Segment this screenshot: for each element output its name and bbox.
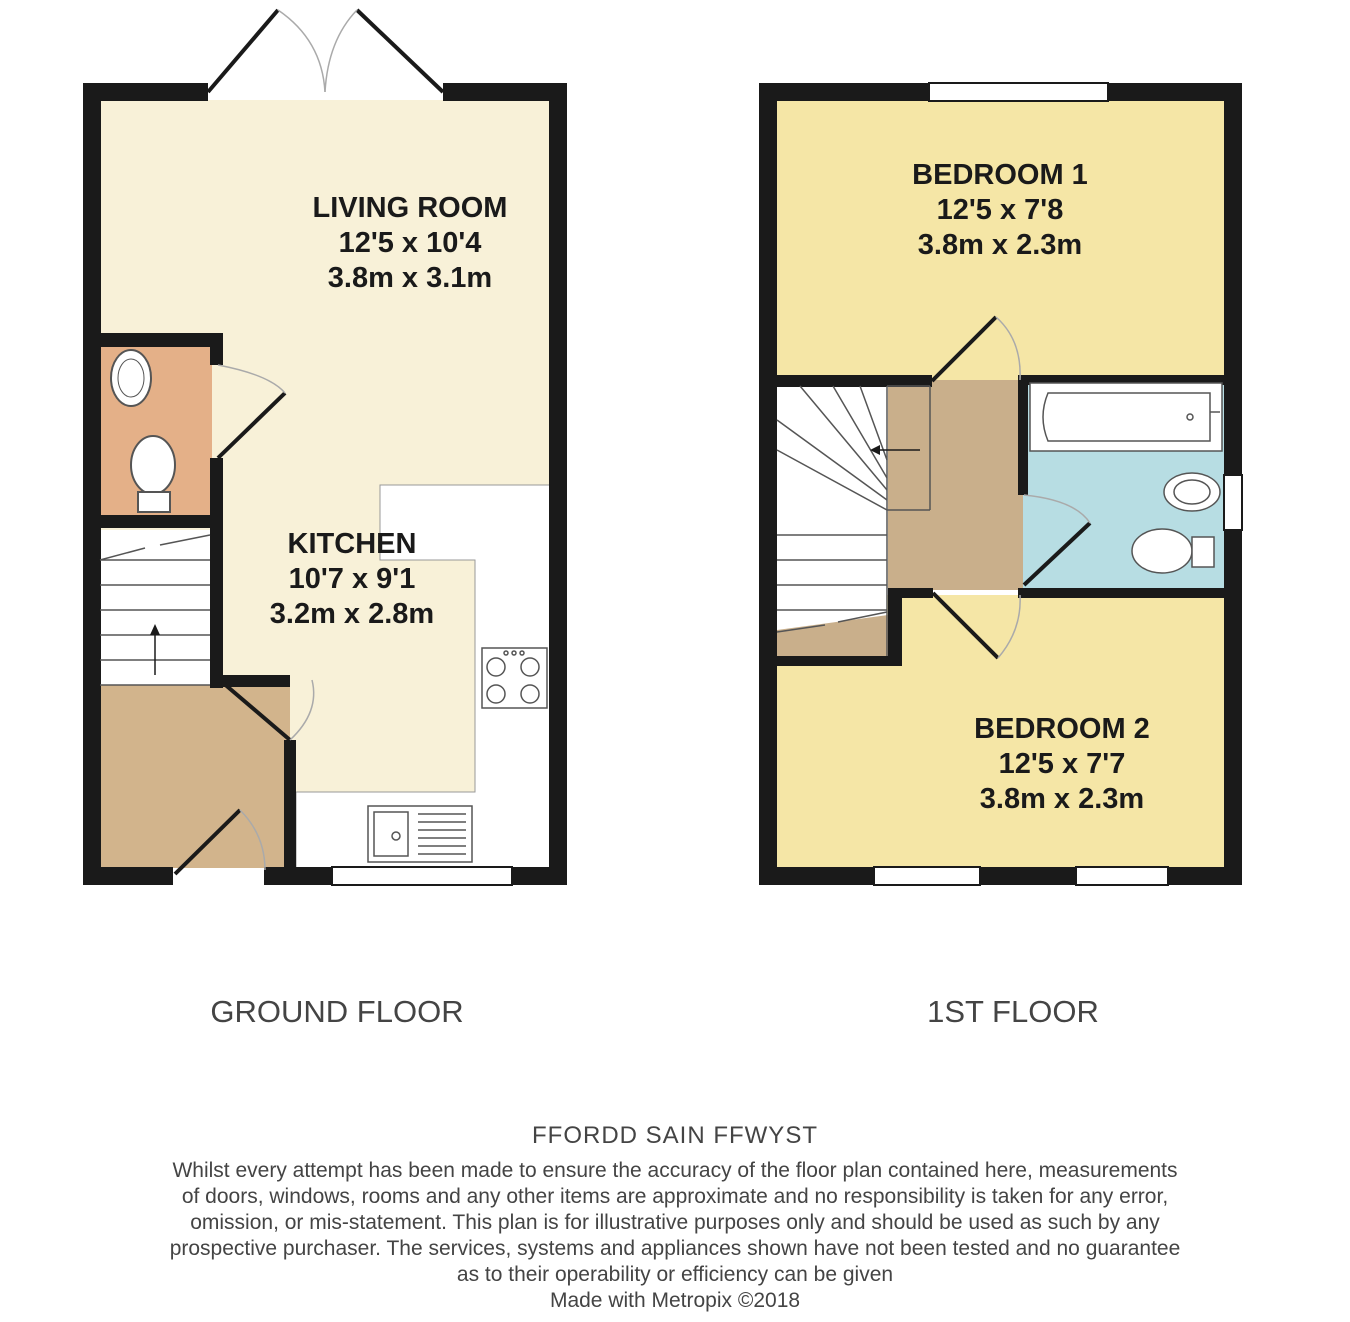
kitchen-metric: 3.2m x 2.8m [269, 598, 435, 630]
bedroom-1-window [929, 83, 1108, 101]
living-room-imperial: 12'5 x 10'4 [338, 227, 482, 259]
toilet [131, 436, 175, 512]
disclaimer-line: as to their operability or efficiency can be given [456, 1263, 894, 1286]
disclaimer-line: omission, or mis-statement. This plan is for illustrative purposes only and should be used as such by any [190, 1211, 1160, 1234]
french-doors [208, 10, 443, 92]
disclaimer-line: prospective purchaser. The services, systems and appliances shown have not been tested and no guarantee [169, 1237, 1181, 1260]
kitchen-imperial: 10'7 x 9'1 [288, 563, 416, 595]
kitchen-window [332, 867, 512, 885]
bath [1030, 383, 1222, 451]
disclaimer [0, 1158, 1350, 1314]
kitchen-sink [368, 806, 472, 862]
living-room-label [313, 192, 508, 294]
bedroom-1-label [912, 159, 1088, 261]
kitchen-name: KITCHEN [287, 528, 417, 560]
hall-floor [100, 685, 290, 868]
credit-line: Made with Metropix ©2018 [549, 1289, 801, 1312]
bedroom-1-imperial: 12'5 x 7'8 [936, 194, 1064, 226]
bathroom-basin [1164, 473, 1220, 511]
bedroom-2-label [974, 713, 1150, 815]
bedroom-2-imperial: 12'5 x 7'7 [998, 748, 1126, 780]
bedroom-2-name: BEDROOM 2 [974, 713, 1150, 745]
living-room-metric: 3.8m x 3.1m [327, 262, 493, 294]
stairs-area [100, 530, 212, 685]
bathroom-window [1224, 475, 1242, 530]
first-floor-label: 1ST FLOOR [927, 994, 1099, 1029]
property-name: FFORDD SAIN FFWYST [532, 1122, 818, 1149]
bedroom-2-window-left [874, 867, 980, 885]
bedroom-2-window-right [1076, 867, 1168, 885]
bedroom-1-name: BEDROOM 1 [912, 159, 1088, 191]
first-floor-plan [759, 83, 1242, 885]
cooker [482, 648, 547, 708]
disclaimer-line: of doors, windows, rooms and any other items are approximate and no responsibility is taken for any error, [181, 1185, 1169, 1208]
ground-floor-plan [83, 10, 567, 885]
disclaimer-line: Whilst every attempt has been made to ensure the accuracy of the floor plan contained here, measurements [172, 1159, 1178, 1182]
wc-basin [111, 350, 151, 406]
ground-floor-label: GROUND FLOOR [210, 994, 464, 1029]
living-room-name: LIVING ROOM [312, 192, 508, 224]
landing-floor [888, 380, 1023, 590]
kitchen-label [270, 528, 434, 630]
bedroom-2-metric: 3.8m x 2.3m [979, 783, 1145, 815]
bedroom-1-metric: 3.8m x 2.3m [917, 229, 1083, 261]
